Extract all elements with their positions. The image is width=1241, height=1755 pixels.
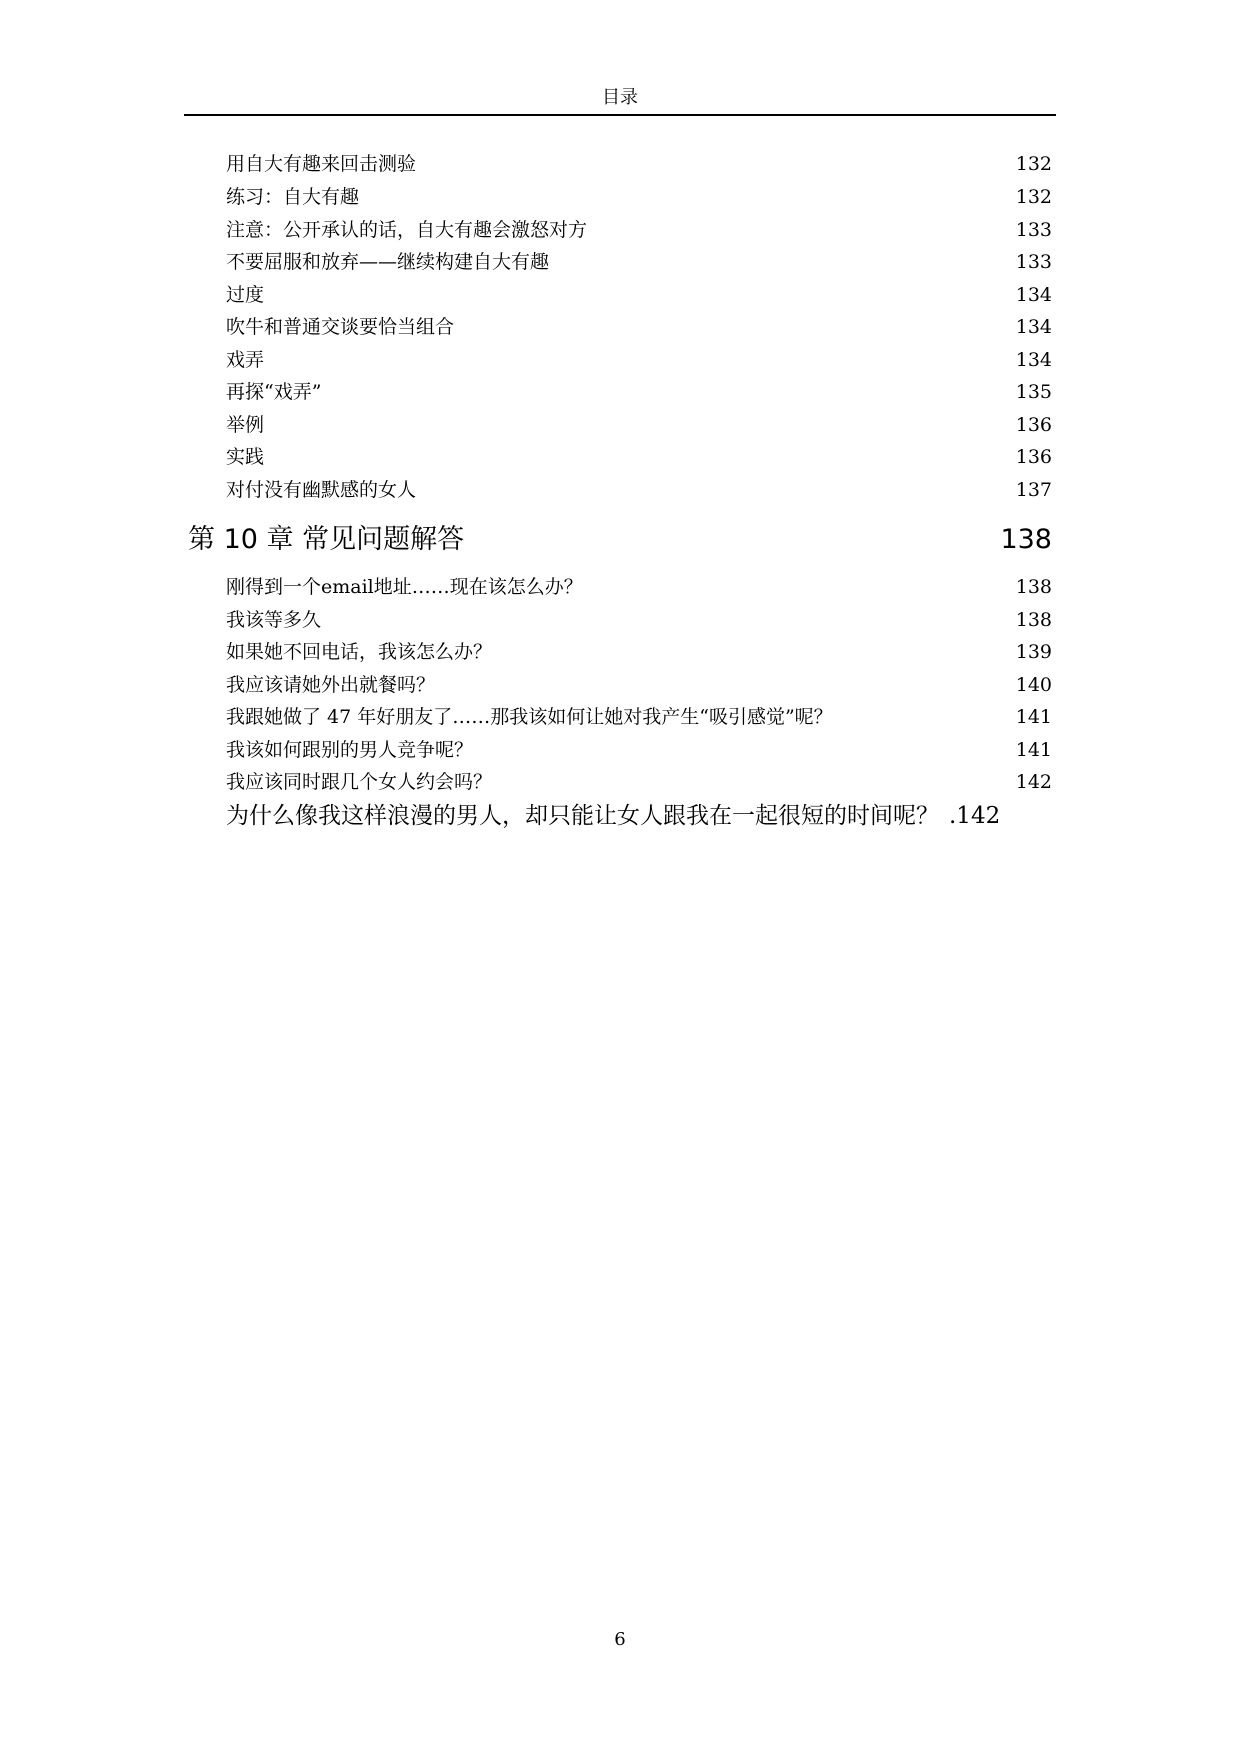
toc-entry-title: 戏弄 <box>226 349 265 371</box>
toc-entry-page: 137 <box>1015 479 1052 501</box>
toc-entry[interactable] <box>226 185 1052 209</box>
toc-entry-title: 我应该同时跟几个女人约会吗？ <box>226 771 493 793</box>
toc-entry-page: 140 <box>1015 674 1052 696</box>
toc-entry-large[interactable] <box>226 802 1052 830</box>
toc-entry-title: 吹牛和普通交谈要恰当组合 <box>226 316 455 338</box>
toc-entry[interactable] <box>226 673 1052 697</box>
toc-entry-page: 136 <box>1015 446 1052 468</box>
toc-entry-page: 134 <box>1015 316 1052 338</box>
toc-entry[interactable] <box>226 705 1052 729</box>
toc-entry[interactable] <box>226 575 1052 599</box>
toc-entry-page: 133 <box>1015 251 1052 273</box>
toc-entry[interactable] <box>226 770 1052 794</box>
dot-leader <box>437 679 1014 693</box>
dot-leader <box>418 484 1014 498</box>
dot-leader <box>475 744 1014 758</box>
dot-leader <box>323 386 1013 400</box>
toc-entry-page: .142 <box>949 803 1001 829</box>
dot-leader <box>835 711 1014 725</box>
toc-entry[interactable] <box>226 315 1052 339</box>
toc-entry[interactable] <box>226 738 1052 762</box>
toc-entry[interactable] <box>226 348 1052 372</box>
dot-leader <box>266 419 1014 433</box>
toc-chapter-title: 第 10 章 常见问题解答 <box>188 524 465 555</box>
toc-entry-page: 132 <box>1015 186 1052 208</box>
toc-entry-title: 我跟她做了 47 年好朋友了……那我该如何让她对我产生“吸引感觉”呢？ <box>226 706 833 728</box>
toc-entry-title: 为什么像我这样浪漫的男人，却只能让女人跟我在一起很短的时间呢？ <box>226 803 939 829</box>
toc-entry[interactable] <box>226 380 1052 404</box>
toc-entry[interactable] <box>226 413 1052 437</box>
toc-entry-title: 实践 <box>226 446 265 468</box>
toc-entry[interactable] <box>226 250 1052 274</box>
page-number: 6 <box>614 1629 626 1650</box>
dot-leader <box>266 451 1014 465</box>
toc-entry[interactable] <box>226 478 1052 502</box>
toc-entry-page: 138 <box>1015 609 1052 631</box>
toc-entry[interactable] <box>226 218 1052 242</box>
toc-entry-title: 我该如何跟别的男人竞争呢？ <box>226 739 474 761</box>
dot-leader <box>494 776 1014 790</box>
dot-leader <box>323 614 1014 628</box>
toc-entry-title: 我该等多久 <box>226 609 322 631</box>
toc-entry-page: 141 <box>1015 739 1052 761</box>
toc-entry-page: 134 <box>1015 284 1052 306</box>
toc-entry-page: 134 <box>1015 349 1052 371</box>
dot-leader <box>266 289 1014 303</box>
toc-entry-title: 用自大有趣来回击测验 <box>226 153 417 175</box>
toc-entry-title: 举例 <box>226 414 265 436</box>
dot-leader <box>361 191 1014 205</box>
toc-entry-title: 对付没有幽默感的女人 <box>226 479 417 501</box>
dot-leader <box>589 224 1014 238</box>
dot-leader <box>551 256 1014 270</box>
toc-entry-title: 过度 <box>226 284 265 306</box>
toc-chapter-page: 138 <box>1000 524 1052 555</box>
toc-entry-page: 141 <box>1015 706 1052 728</box>
toc-entry-title: 我应该请她外出就餐吗？ <box>226 674 436 696</box>
toc-entry[interactable] <box>226 445 1052 469</box>
running-header: 目录 <box>602 87 638 108</box>
toc-entry-page: 139 <box>1015 641 1052 663</box>
toc-entry[interactable] <box>226 640 1052 664</box>
toc-chapter-entry[interactable] <box>188 523 1052 557</box>
dot-leader <box>456 321 1014 335</box>
toc-entry[interactable] <box>226 608 1052 632</box>
toc-entry-page: 133 <box>1015 219 1052 241</box>
dot-leader <box>266 354 1014 368</box>
toc-entry-title: 再探“戏弄” <box>226 381 322 403</box>
toc-entry-page: 142 <box>1015 771 1052 793</box>
toc-entry-title: 不要屈服和放弃——继续构建自大有趣 <box>226 251 550 273</box>
toc-entry-page: 135 <box>1015 381 1052 403</box>
toc-entry[interactable] <box>226 283 1052 307</box>
toc-entry-title: 注意：公开承认的话，自大有趣会激怒对方 <box>226 219 588 241</box>
toc-entry[interactable] <box>226 152 1052 176</box>
toc-entry-page: 138 <box>1015 576 1052 598</box>
toc-entry-page: 132 <box>1015 153 1052 175</box>
dot-leader <box>418 158 1014 172</box>
toc-entry-title: 练习：自大有趣 <box>226 186 360 208</box>
toc-entry-title: 如果她不回电话，我该怎么办？ <box>226 641 493 663</box>
dot-leader <box>466 530 984 550</box>
dot-leader <box>585 581 1014 595</box>
dot-leader <box>494 646 1014 660</box>
toc-entry-title: 刚得到一个email地址……现在该怎么办？ <box>226 576 583 598</box>
toc-entry-page: 136 <box>1015 414 1052 436</box>
